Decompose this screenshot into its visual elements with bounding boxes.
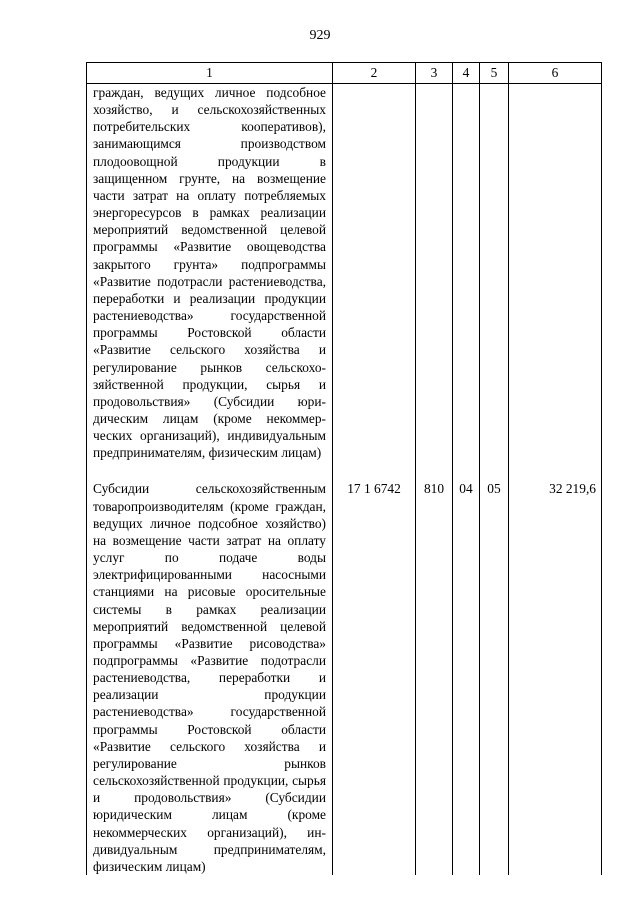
budget-table bbox=[86, 62, 602, 875]
row-expense-type bbox=[416, 84, 453, 470]
row-section bbox=[453, 84, 480, 470]
column-header-6: 6 bbox=[509, 63, 602, 84]
page-number: 929 bbox=[309, 28, 331, 43]
column-header-5: 5 bbox=[480, 63, 509, 84]
table-row bbox=[87, 84, 602, 470]
row-description: Субсидии сельскохозяйственным товаропроизводителям (кроме граждан, ведущих личное подсобное хозяйство) на возмещение части затрат на оплату услуг по подаче воды электрифицированными насосными станциями на рисовые оросительные системы в рамках реализации мероприятий ведомственной целевой программы «Развитие рисоводства» подпрограммы «Развитие подотрасли растениеводства, переработки и реализации продукции растениеводства» государственной программы Ростовской области «Развитие сельского хозяйства и регулирование рынков сельскохозяйственной продукции, сырья и продовольствия» (Субсидии юридическим лицам (кроме некоммерческих организаций), индивидуальным предпринимателям, физическим лицам) bbox=[87, 469, 333, 875]
row-expense-type: 810 bbox=[416, 469, 453, 875]
column-header-2: 2 bbox=[333, 63, 416, 84]
row-target-code: 17 1 6742 bbox=[333, 469, 416, 875]
column-header-4: 4 bbox=[453, 63, 480, 84]
row-amount bbox=[509, 84, 602, 470]
table-header-row bbox=[87, 63, 602, 84]
row-subsection: 05 bbox=[480, 469, 509, 875]
column-header-1: 1 bbox=[87, 63, 333, 84]
row-subsection bbox=[480, 84, 509, 470]
row-description: граждан, ведущих личное подсобное хозяйство, и сельскохозяйственных потребительских кооперативов), занимающимся производством плодоовощной продукции в защищенном грунте, на возмещение части затрат на оплату потребляемых энергоресурсов в рамках реализации мероприятий ведомственной целевой программы «Развитие овощеводства закрытого грунта» подпрограммы «Развитие подотрасли растениеводства, переработки и реализации продукции растениеводства» государственной программы Ростовской области «Развитие сельского хозяйства и регулирование рынков сельскохозяйственной продукции, сырья и продовольствия» (Субсидии юридическим лицам (кроме некоммерческих организаций), индивидуальным предпринимателям, физическим лицам) bbox=[87, 84, 333, 470]
table-row bbox=[87, 469, 602, 875]
column-header-3: 3 bbox=[416, 63, 453, 84]
row-section: 04 bbox=[453, 469, 480, 875]
row-target-code bbox=[333, 84, 416, 470]
row-amount: 32 219,6 bbox=[509, 469, 602, 875]
